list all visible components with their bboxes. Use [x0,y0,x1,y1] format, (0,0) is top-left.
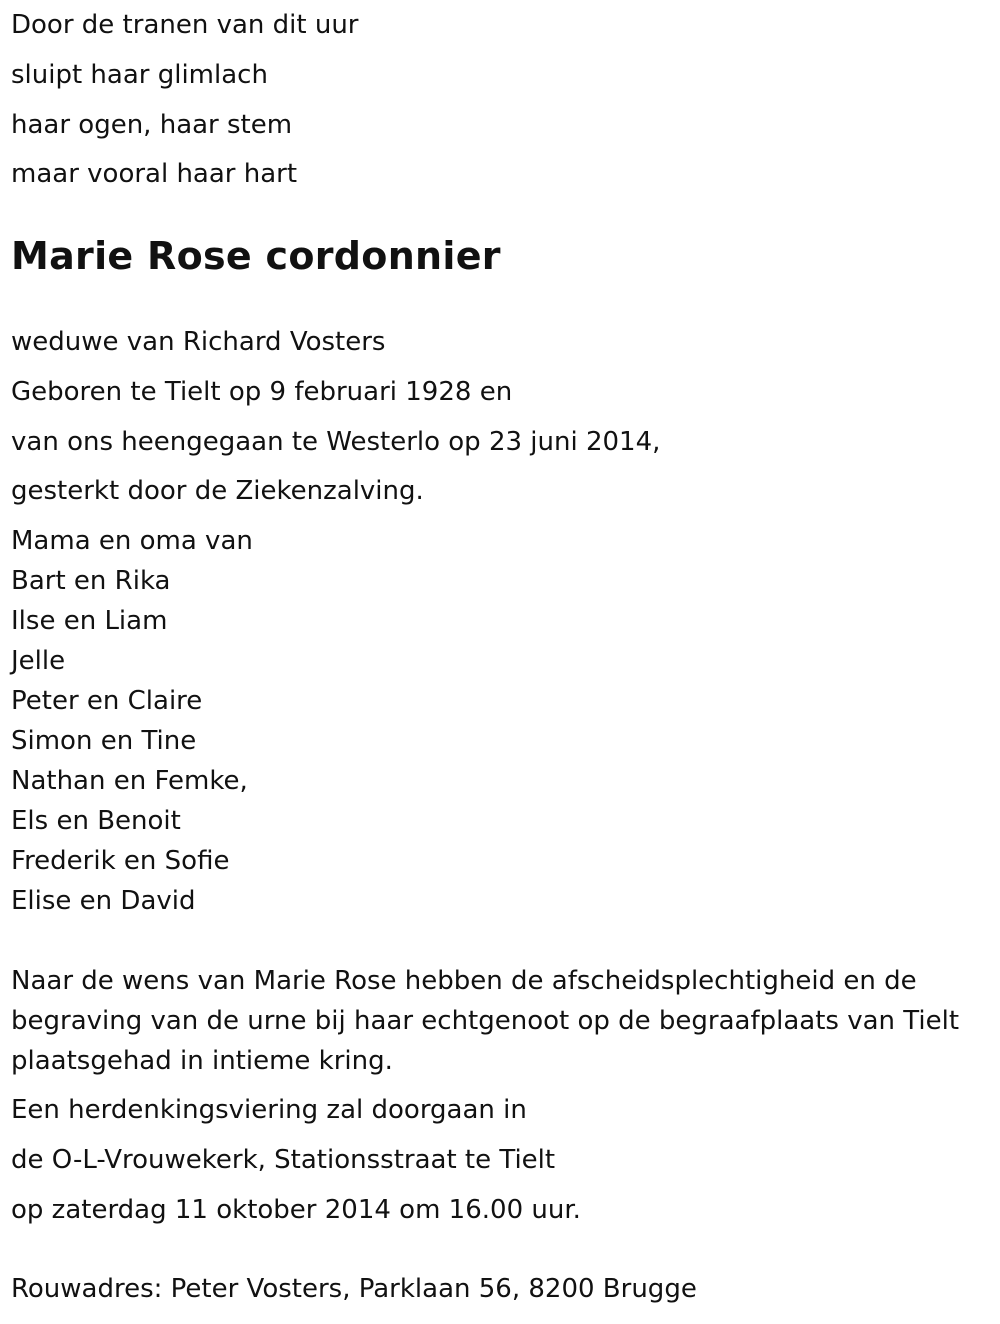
family-line: Mama en oma van [11,526,253,556]
family-line: Nathan en Femke, [11,766,248,796]
detail-line: weduwe van Richard Vosters [11,327,386,357]
deceased-name: Marie Rose cordonnier [11,234,501,278]
memorial-line: op zaterdag 11 oktober 2014 om 16.00 uur. [11,1195,581,1225]
family-line: Frederik en Sofie [11,846,230,876]
memorial-line: de O-L-Vrouwekerk, Stationsstraat te Tielt [11,1145,556,1175]
family-line: Bart en Rika [11,566,171,596]
poem-line: Door de tranen van dit uur [11,10,359,40]
family-line: Peter en Claire [11,686,203,716]
family-line: Ilse en Liam [11,606,168,636]
mourning-address: Rouwadres: Peter Vosters, Parklaan 56, 8200 Brugge [11,1274,697,1304]
memorial-line: Een herdenkingsviering zal doorgaan in [11,1095,527,1125]
detail-line: gesterkt door de Ziekenzalving. [11,476,424,506]
poem-line: haar ogen, haar stem [11,110,293,140]
family-line: Simon en Tine [11,726,197,756]
ceremony-paragraph: Naar de wens van Marie Rose hebben de afscheidsplechtigheid en de begraving van de urne bij haar echtgenoot op de begraafplaats van Tielt plaatsgehad in intieme kring. [11,966,960,1076]
family-line: Elise en David [11,886,196,916]
detail-line: van ons heengegaan te Westerlo op 23 juni 2014, [11,427,661,457]
family-line: Jelle [11,646,66,676]
poem-line: maar vooral haar hart [11,159,298,189]
detail-line: Geboren te Tielt op 9 februari 1928 en [11,377,513,407]
family-line: Els en Benoit [11,806,181,836]
poem-line: sluipt haar glimlach [11,60,268,90]
